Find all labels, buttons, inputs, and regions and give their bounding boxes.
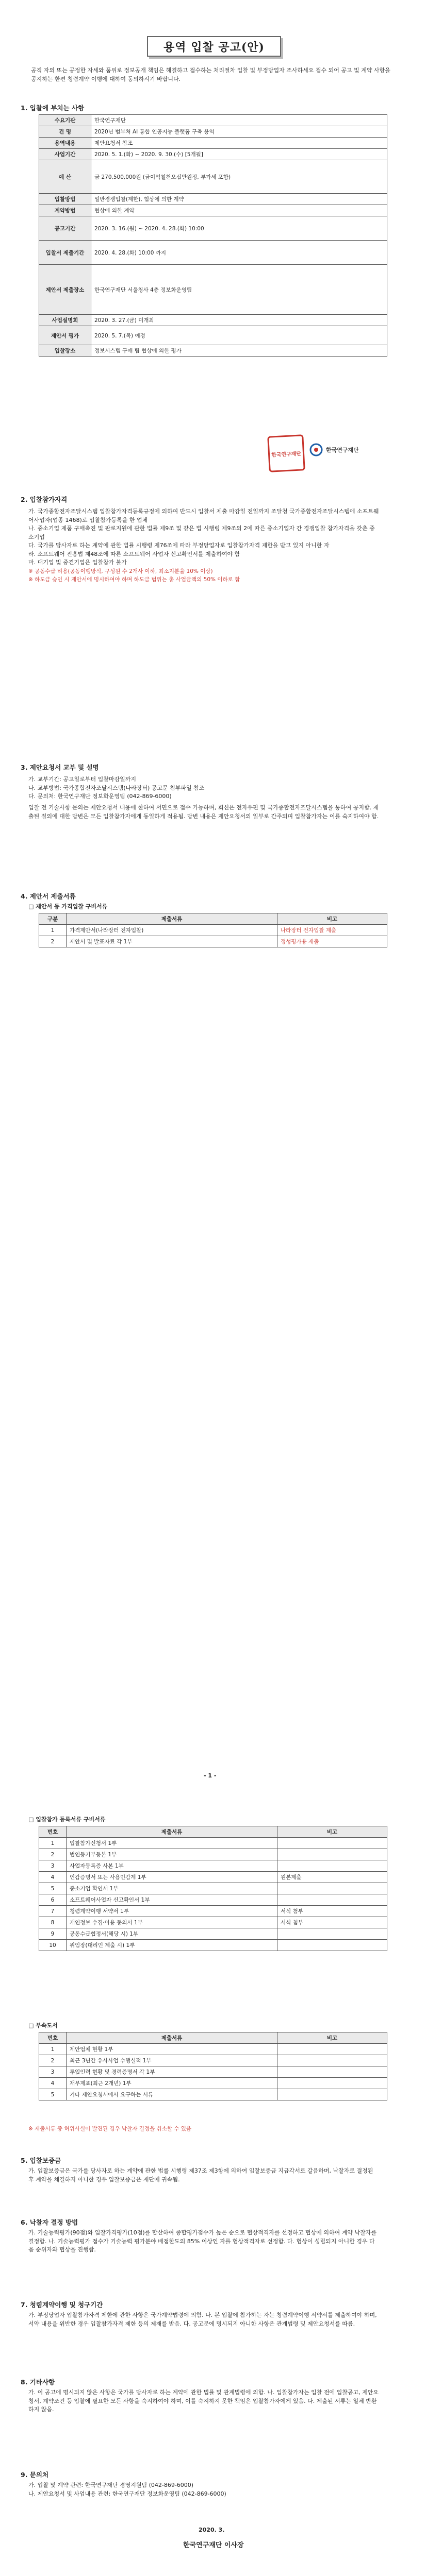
table-row: 1 제안업체 현황 1부 — [39, 2044, 387, 2055]
table-row: 공고기간 2020. 3. 16.(월) ~ 2020. 4. 28.(화) 10:00 — [39, 216, 387, 241]
table-row: 1 입찰참가신청서 1부 — [39, 1838, 387, 1849]
table-row: 4 재무제표(최근 2개년) 1부 — [39, 2078, 387, 2089]
table-row: 7 청렴계약이행 서약서 1부 서식 첨부 — [39, 1906, 387, 1917]
table-row: 예 산 금 270,500,000원 (금이억칠천오십만원정, 부가세 포함) — [39, 160, 387, 194]
section-3-list — [28, 775, 379, 801]
table-row: 용역내용 제안요청서 참조 — [39, 138, 387, 149]
table-row: 3 사업자등록증 사본 1부 — [39, 1860, 387, 1872]
list-item: 가. 입찰 및 계약 관련: 한국연구재단 경영지원팀 (042-869-6000) — [28, 2482, 194, 2488]
section-5-body: 가. 입찰보증금은 국가를 당사자로 하는 계약에 관한 법률 시행령 제37조 제3항에 의하여 입찰보증금 지급각서로 갈음하며, 낙찰자로 결정된 후 계약을 체결하지 아니한 경우 입찰보증금은 재단에 귀속됨. — [28, 2167, 373, 2183]
section-2-title: 2. 입찰참가자격 — [21, 496, 68, 503]
table-row: 5 중소기업 확인서 1부 — [39, 1883, 387, 1894]
list-item: 가. 국가종합전자조달시스템 입찰참가자격등록규정에 의하여 반드시 입찰서 제출 마감일 전일까지 조달청 국가종합전자조달시스템에 소프트웨어사업자(업종 1468)로 입찰참가등록을 한 업체 — [28, 508, 379, 523]
table-row: 10 위임장(대리인 제출 시) 1부 — [39, 1940, 387, 1951]
page-title: 용역 입찰 공고(안) — [147, 36, 281, 57]
page-number: - 1 - — [204, 1772, 217, 1779]
table-row: 사업기간 2020. 5. 1.(화) ~ 2020. 9. 30.(수) [5개월] — [39, 149, 387, 160]
table-row: 6 소프트웨어사업자 신고확인서 1부 — [39, 1894, 387, 1906]
section-9-body — [28, 2481, 379, 2498]
list-note: ※ 공동수급 허용(공동이행방식, 구성원 수 2개사 이하, 최소지분율 10% 이상) — [28, 568, 213, 574]
section-4-sub1: □ 제안서 등 가격입찰 구비서류 — [28, 903, 108, 910]
section-8-title: 8. 기타사항 — [21, 2378, 55, 2386]
table-row: 계약방법 협상에 의한 계약 — [39, 205, 387, 216]
official-seal: 한국연구재단 — [267, 434, 305, 472]
org-logo — [309, 443, 359, 456]
table-row: 8 개인정보 수집·이용 동의서 1부 서식 첨부 — [39, 1917, 387, 1928]
section-7-title: 7. 청렴계약이행 및 청구기간 — [21, 2301, 103, 2309]
notice-text: 공직 자의 또는 공정한 자세와 품위로 정보공개 책임은 해결하고 접수하는 처리절차 입찰 및 부정당업자 조사하세요 접수 되어 공고 및 계약 사항을 공지하는 한편 청렴계약 이행에 대하여 동의하시기 바랍니다. — [31, 67, 390, 82]
section-7-body: 가. 부정당업자 입찰참가자격 제한에 관한 사항은 국가계약법령에 의함. 나. 본 입찰에 참가하는 자는 청렴계약이행 서약서를 제출하여야 하며, 서약 내용을 위반한 경우 입찰참가자격 제한 등의 제재를 받음. 다. 공고문에 명시되지 아니한 사항은 관계법령 및 제안요청서를 따름. — [28, 2312, 377, 2327]
list-item: 나. 제안요청서 및 사업내용 관련: 한국연구재단 정보화운영팀 (042-869-6000) — [28, 2490, 226, 2497]
list-item: 다. 국가를 당사자로 하는 계약에 관한 법률 시행령 제76조에 따라 부정당업자로 입찰참가자격 제한을 받고 있지 아니한 자 — [28, 542, 330, 549]
list-item: 다. 문의처: 한국연구재단 정보화운영팀 (042-869-6000) — [28, 793, 172, 800]
list-item: 마. 대기업 및 중견기업은 입찰참가 불가 — [28, 559, 127, 566]
table-row: 2 법인등기부등본 1부 — [39, 1849, 387, 1860]
table-row: 입찰서 제출기간 2020. 4. 28.(화) 10:00 까지 — [39, 241, 387, 265]
org-logo-name: 한국연구재단 — [326, 447, 359, 453]
section-4-note: ※ 제출서류 중 허위사실이 발견된 경우 낙찰자 결정을 취소할 수 있음 — [28, 2126, 192, 2132]
list-item: 가. 교부기간: 공고일로부터 입찰마감일까지 — [28, 776, 136, 783]
section-4-title: 4. 제안서 제출서류 — [21, 892, 76, 900]
page-2 — [0, 1805, 426, 2576]
section-4-sub3: □ 부속도서 — [28, 2022, 58, 2029]
table-row: 5 기타 제안요청서에서 요구하는 서류 — [39, 2089, 387, 2100]
table-row: 제안서 제출장소 한국연구재단 서울청사 4층 정보화운영팀 — [39, 265, 387, 315]
table-row: 입찰방법 일반경쟁입찰(제한), 협상에 의한 계약 — [39, 194, 387, 205]
footer-org: 한국연구재단 이사장 — [183, 2541, 244, 2549]
table-row: 2 제안서 및 발표자료 각 1부 정성평가용 제출 — [39, 936, 387, 947]
table-row: 2 최근 3년간 유사사업 수행실적 1부 — [39, 2055, 387, 2066]
section-2-body — [28, 507, 379, 584]
table-row: 1 가격제안서(나라장터 전자입찰) 나라장터 전자입찰 제출 — [39, 925, 387, 936]
section-6-body: 가. 기술능력평가(90점)와 입찰가격평가(10점)를 합산하여 종합평가점수가 높은 순으로 협상적격자를 선정하고 협상에 의하여 계약 낙찰자를 결정함. 나. 기술능력평가 점수가 기술능력 평가분야 배점한도의 85% 이상인 자를 협상적격자로 선정함. 다. 협상이 성립되지 아니한 경우 다음 순위자와 협상을 진행함. — [28, 2229, 377, 2253]
org-logo-icon — [309, 443, 323, 456]
section-8-body: 가. 이 공고에 명시되지 않은 사항은 국가를 당사자로 하는 계약에 관한 법률 및 관계법령에 의함. 나. 입찰참가자는 입찰 전에 입찰공고, 제안요청서, 계약조건 등 입찰에 필요한 모든 사항을 숙지하여야 하며, 이를 숙지하지 못한 책임은 입찰참가자에게 있음. 다. 제출된 서류는 일체 반환하지 않음. — [28, 2389, 379, 2413]
table-row: 건 명 2020년 범부처 AI 통합 인공지능 플랫폼 구축 용역 — [39, 126, 387, 138]
section-9-title: 9. 문의처 — [21, 2471, 49, 2479]
list-item: 라. 소프트웨어 진흥법 제48조에 따른 소프트웨어 사업자 신고확인서를 제출하여야 함 — [28, 550, 240, 557]
section-5-title: 5. 입찰보증금 — [21, 2157, 61, 2164]
section-1-title: 1. 입찰에 부치는 사항 — [21, 104, 85, 112]
section-3-title: 3. 제안요청서 교부 및 설명 — [21, 764, 99, 771]
table-row: 수요기관 한국연구재단 — [39, 115, 387, 126]
table-row: 9 공동수급협정서(해당 시) 1부 — [39, 1928, 387, 1940]
table-row: 제안서 평가 2020. 5. 7.(목) 예정 — [39, 326, 387, 345]
list-note: ※ 하도급 승인 시 제안서에 명시하여야 하며 하도급 범위는 총 사업금액의 50% 이하로 함 — [28, 577, 240, 583]
section-4-sub2: □ 입찰참가 등록서류 구비서류 — [28, 1816, 106, 1823]
section-1-table — [39, 114, 387, 357]
list-item: 나. 중소기업 제품 구매촉진 및 판로지원에 관한 법률 제9조 및 같은 법 시행령 제9조의 2에 따른 중소기업자 간 경쟁입찰 참가자격을 갖춘 중소기업 — [28, 525, 375, 540]
section-6-title: 6. 낙찰자 결정 방법 — [21, 2218, 78, 2226]
table-row: 3 투입인력 현황 및 경력증명서 각 1부 — [39, 2066, 387, 2078]
table-row: 입찰장소 정보시스템 구매 팀 협상에 의한 평가 — [39, 345, 387, 357]
section-4-table-3: 번호 제출서류 비고 1 제안업체 현황 1부 2 최근 3년간 유사사업 수행실적 1부 3 투입인력 현황 및 경력증명서 각 1부 4 재무제표(최근 2개년) 1부 5 기타 제안요청서에서 요구하는 서류 — [39, 2032, 387, 2100]
table-row: 4 인감증명서 또는 사용인감계 1부 원본제출 — [39, 1872, 387, 1883]
footer-date: 2020. 3. — [199, 2527, 225, 2533]
table-row: 사업설명회 2020. 3. 27.(금) 미개최 — [39, 315, 387, 326]
list-item: 나. 교부방법: 국가종합전자조달시스템(나라장터) 공고문 첨부파일 참조 — [28, 784, 205, 791]
section-4-table-1: 구분 제출서류 비고 1 가격제안서(나라장터 전자입찰) 나라장터 전자입찰 제출 2 제안서 및 발표자료 각 1부 정성평가용 제출 — [39, 913, 387, 947]
section-3-body: 입찰 전 기술사항 문의는 제안요청서 내용에 한하여 서면으로 접수 가능하며, 회신은 전자우편 및 국가종합전자조달시스템을 통하여 공지함. 제출된 질의에 대한 답변은 모든 입찰참가자에게 동일하게 적용됨. 답변 내용은 제안요청서의 일부로 간주되며 입찰참가자는 이를 숙지하여야 함. — [28, 804, 379, 820]
section-4-table-2: 번호 제출서류 비고 1 입찰참가신청서 1부 2 법인등기부등본 1부 3 사업자등록증 사본 1부 4 인감증명서 또는 사용인감계 1부 원본제출 5 중소기업 확인서 1부 6 소프트웨어사업자 신고확인서 1부 7 청렴계약이행 서약서 1부 서식 첨부 8 개인정보 수집·이용 동의서 1부 서식 첨부 9 공동수급협정서(해당 시) 1부 10 위임장(대리인 제출 시) 1부 — [39, 1826, 387, 1951]
